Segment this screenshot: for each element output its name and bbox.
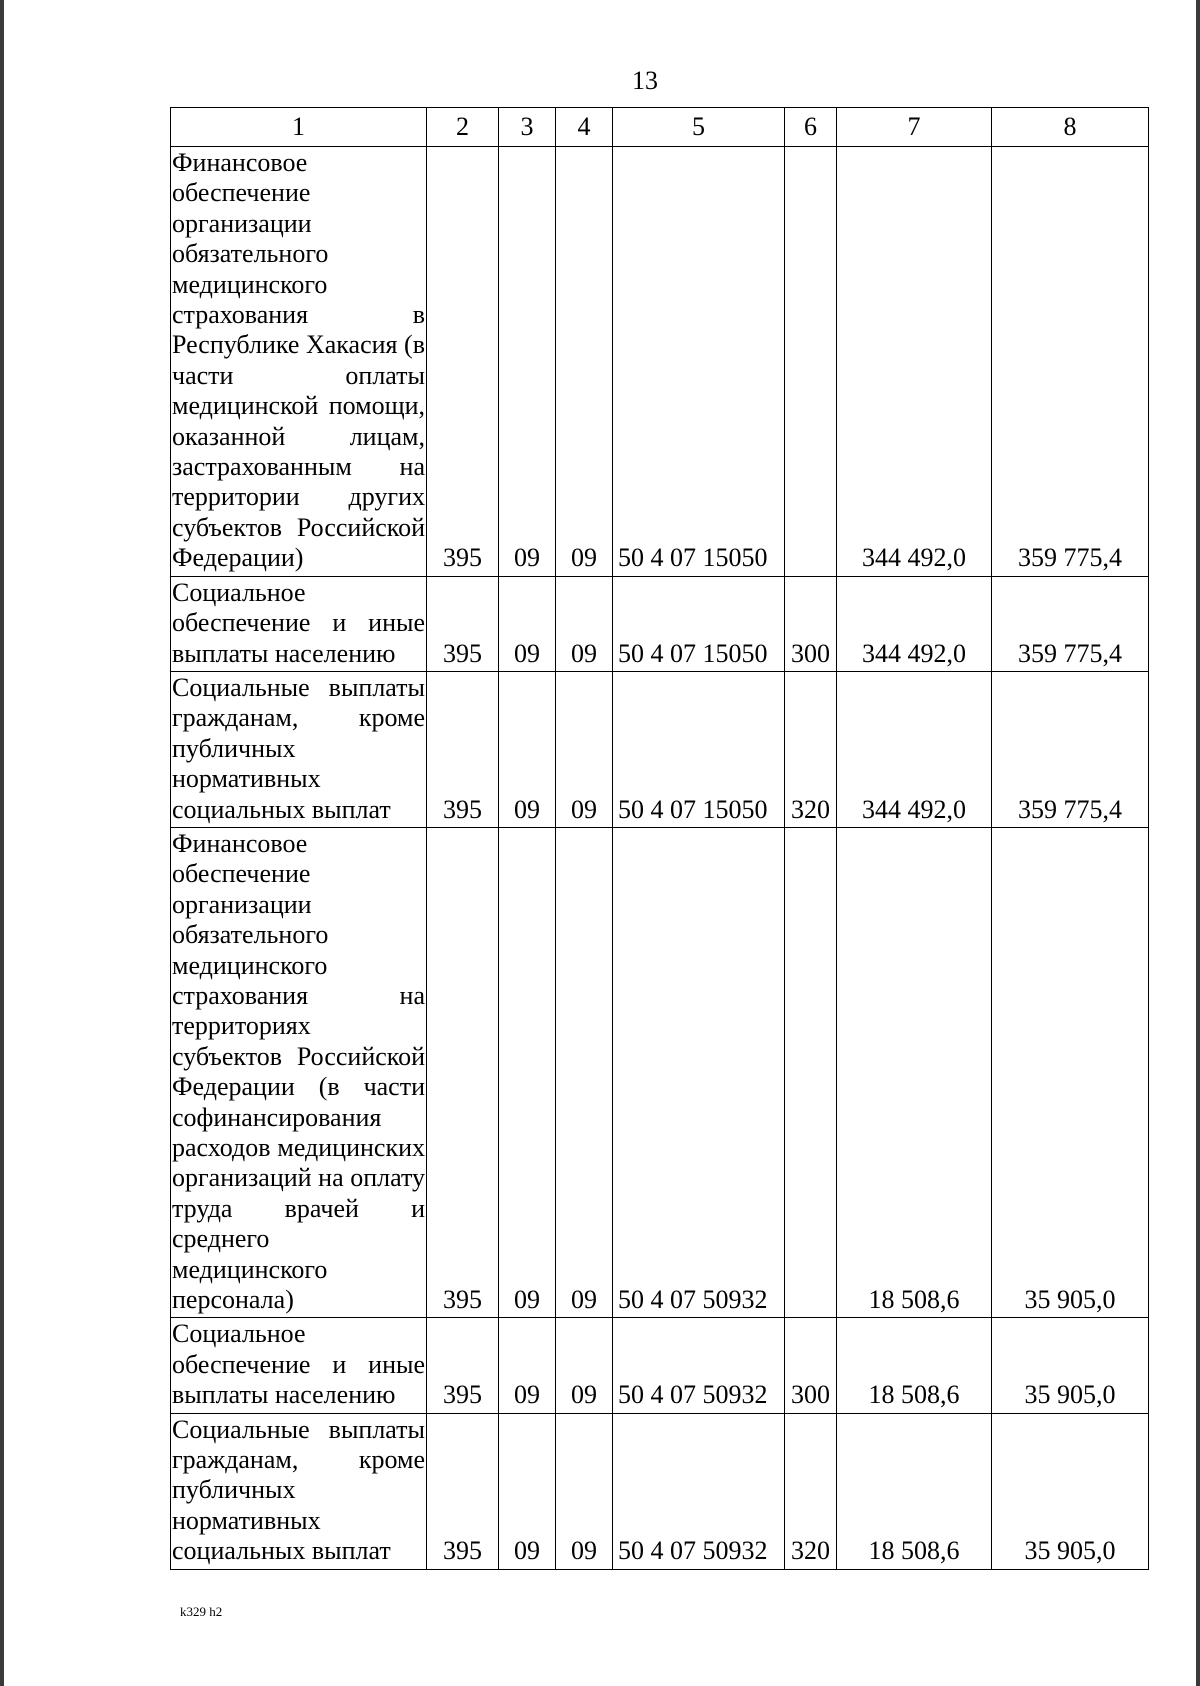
cell-section: 09 [499, 671, 556, 827]
table-row [171, 671, 1149, 827]
cell-subsection: 09 [556, 671, 613, 827]
cell-amount-year1: 18 508,6 [837, 1413, 992, 1569]
cell-amount-year2: 35 905,0 [992, 827, 1149, 1318]
cell-target-article: 50 4 07 15050 [613, 576, 785, 671]
row-name: Финансовое обеспечение организации обязательного медицинского страхования в Республике Хакасия (в части оплаты медицинской помощи, оказанной лицам, застрахованным на территории других субъектов Российской Федерации) [171, 147, 427, 577]
table-row [171, 576, 1149, 671]
header-cell-8: 8 [992, 108, 1149, 147]
cell-amount-year2: 35 905,0 [992, 1318, 1149, 1413]
cell-expense-type: 300 [785, 576, 837, 671]
cell-subsection: 09 [556, 1413, 613, 1569]
cell-subsection: 09 [556, 147, 613, 577]
header-cell-7: 7 [837, 108, 992, 147]
row-name: Социальное обеспечение и иные выплаты населению [171, 576, 427, 671]
cell-section: 09 [499, 147, 556, 577]
scan-edge-left [0, 0, 4, 1686]
cell-section: 09 [499, 1318, 556, 1413]
cell-section: 09 [499, 576, 556, 671]
cell-amount-year2: 359 775,4 [992, 576, 1149, 671]
header-cell-4: 4 [556, 108, 613, 147]
header-cell-2: 2 [427, 108, 499, 147]
cell-target-article: 50 4 07 50932 [613, 827, 785, 1318]
cell-subsection: 09 [556, 576, 613, 671]
cell-amount-year1: 344 492,0 [837, 671, 992, 827]
table-row [171, 1318, 1149, 1413]
cell-target-article: 50 4 07 15050 [613, 671, 785, 827]
budget-table [170, 107, 1149, 1570]
cell-admin-code: 395 [427, 1413, 499, 1569]
cell-expense-type: 320 [785, 671, 837, 827]
cell-expense-type: 320 [785, 1413, 837, 1569]
table-row [171, 1413, 1149, 1569]
cell-target-article: 50 4 07 50932 [613, 1318, 785, 1413]
cell-amount-year1: 344 492,0 [837, 147, 992, 577]
cell-subsection: 09 [556, 1318, 613, 1413]
cell-amount-year1: 18 508,6 [837, 1318, 992, 1413]
cell-admin-code: 395 [427, 576, 499, 671]
cell-section: 09 [499, 1413, 556, 1569]
cell-amount-year2: 359 775,4 [992, 147, 1149, 577]
header-cell-5: 5 [613, 108, 785, 147]
cell-section: 09 [499, 827, 556, 1318]
cell-amount-year2: 35 905,0 [992, 1413, 1149, 1569]
header-cell-6: 6 [785, 108, 837, 147]
cell-amount-year2: 359 775,4 [992, 671, 1149, 827]
cell-target-article: 50 4 07 50932 [613, 1413, 785, 1569]
cell-target-article: 50 4 07 15050 [613, 147, 785, 577]
cell-admin-code: 395 [427, 827, 499, 1318]
row-name: Социальные выплаты гражданам, кроме публичных нормативных социальных выплат [171, 1413, 427, 1569]
cell-expense-type [785, 147, 837, 577]
cell-admin-code: 395 [427, 671, 499, 827]
scan-edge-right [1196, 0, 1200, 1686]
row-name: Финансовое обеспечение организации обязательного медицинского страхования на территориях субъектов Российской Федерации (в части софинансирования расходов медицинских организаций на оплату труда врачей и среднего медицинского персонала) [171, 827, 427, 1318]
table-header-row [171, 108, 1149, 147]
table-row [171, 827, 1149, 1318]
document-code: k329 h2 [180, 1604, 223, 1619]
cell-admin-code: 395 [427, 147, 499, 577]
cell-amount-year1: 344 492,0 [837, 576, 992, 671]
row-name: Социальное обеспечение и иные выплаты населению [171, 1318, 427, 1413]
header-cell-1: 1 [171, 108, 427, 147]
cell-amount-year1: 18 508,6 [837, 827, 992, 1318]
cell-subsection: 09 [556, 827, 613, 1318]
header-cell-3: 3 [499, 108, 556, 147]
cell-expense-type: 300 [785, 1318, 837, 1413]
table-row [171, 147, 1149, 577]
page-number: 13 [632, 66, 658, 95]
row-name: Социальные выплаты гражданам, кроме публичных нормативных социальных выплат [171, 671, 427, 827]
cell-expense-type [785, 827, 837, 1318]
cell-admin-code: 395 [427, 1318, 499, 1413]
